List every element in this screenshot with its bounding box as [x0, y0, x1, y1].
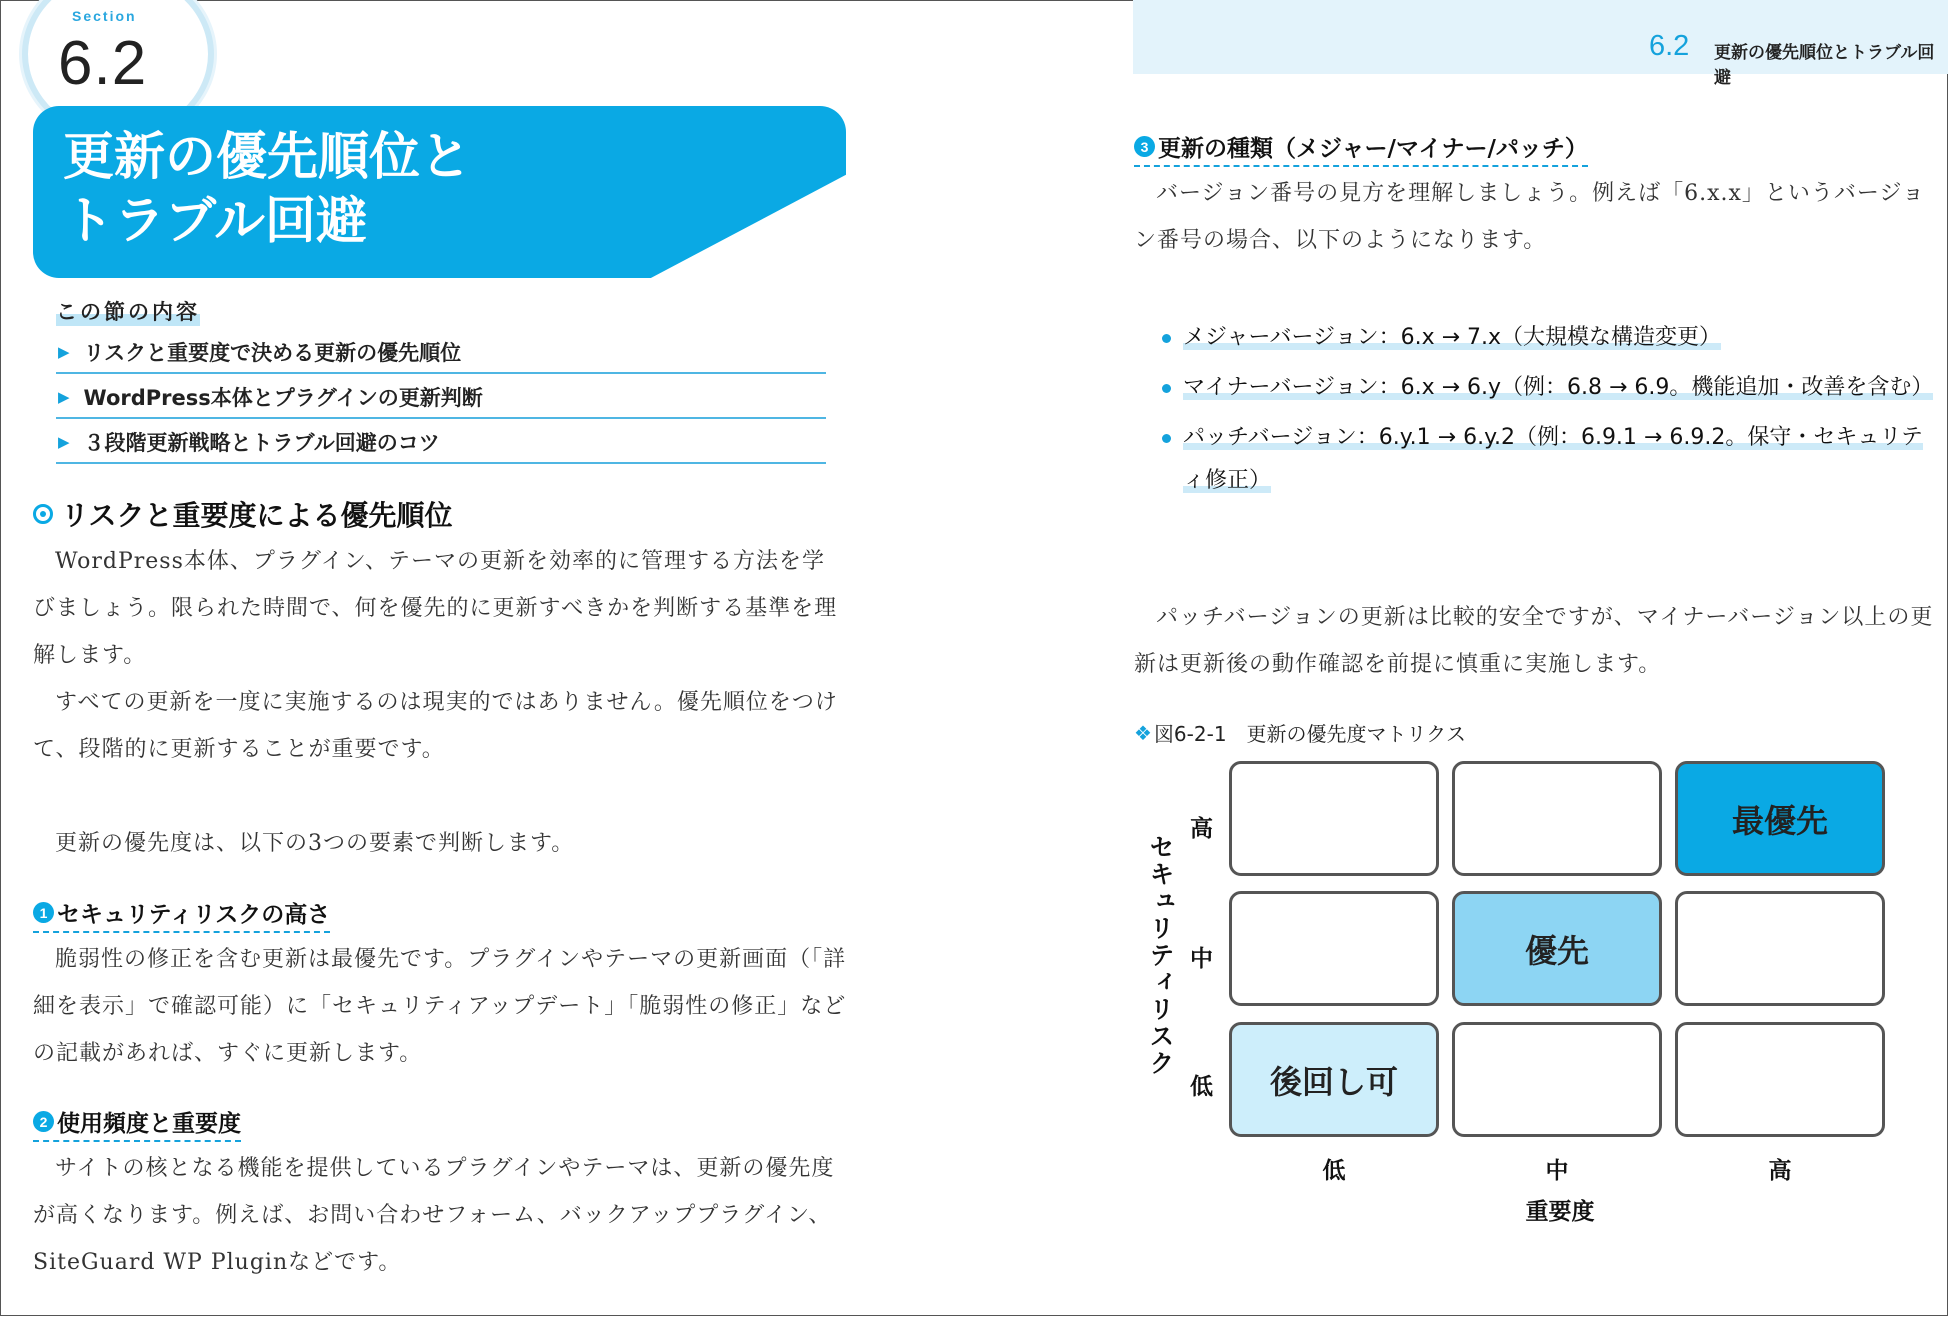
- toc-item-label: WordPress本体とプラグインの更新判断: [83, 386, 483, 410]
- paragraph-usage: サイトの核となる機能を提供しているプラグインやテーマは、更新の優先度が高くなります。例えば、お問い合わせフォーム、バックアッププラグイン、SiteGuard WP Pluginなどです。: [33, 1156, 835, 1275]
- paragraph-patch-note: パッチバージョンの更新は比較的安全ですが、マイナーバージョン以上の更新は更新後の動作確認を前提に慎重に実施します。: [1134, 605, 1934, 677]
- paragraph-version-intro: バージョン番号の見方を理解しましょう。例えば「6.x.x」というバージョン番号の場合、以下のようになります。: [1134, 181, 1926, 253]
- diamond-icon: ❖: [1134, 720, 1152, 745]
- toc-item-label: ３段階更新戦略とトラブル回避のコツ: [83, 431, 440, 455]
- number-badge: 3: [1134, 136, 1155, 157]
- subheading-text: 更新の種類（メジャー/マイナー/パッチ）: [1158, 136, 1588, 162]
- list-item: [1160, 316, 1930, 359]
- paragraph-intro: WordPress本体、プラグイン、テーマの更新を効率的に管理する方法を学びましょう。限られた時間で、何を優先的に更新すべきかを判断する基準を理解します。: [33, 549, 838, 668]
- x-axis-title: 重要度: [1525, 1199, 1595, 1225]
- col-label-mid: 中: [1545, 1158, 1569, 1184]
- col-label-low: 低: [1322, 1158, 1346, 1184]
- matrix-cell: [1675, 891, 1885, 1006]
- figure-caption: [1134, 718, 1466, 747]
- section-number: 6.2: [58, 29, 148, 98]
- row-label-mid: 中: [1190, 946, 1213, 972]
- section-heading: [33, 494, 452, 534]
- matrix-cell: [1229, 761, 1439, 876]
- toc-item: [56, 422, 826, 464]
- paragraph-security: 脆弱性の修正を含む更新は最優先です。プラグインやテーマの更新画面（「詳細を表示」で確認可能）に「セキュリティアップデート」「脆弱性の修正」などの記載があれば、すぐに更新します。: [33, 947, 847, 1066]
- matrix-cell-deferrable: 後回し可: [1229, 1022, 1439, 1137]
- matrix-cell-top-priority: 最優先: [1675, 761, 1885, 876]
- subheading-usage-importance: [33, 1105, 241, 1142]
- section-heading-text: リスクと重要度による優先順位: [61, 499, 453, 532]
- paragraph-factors: 更新の優先度は、以下の3つの要素で判断します。: [55, 831, 575, 856]
- subheading-text: セキュリティリスクの高さ: [57, 902, 331, 928]
- list-item: [1160, 416, 1930, 502]
- toc-item: [56, 377, 826, 419]
- list-item-text: メジャーバージョン：6.x → 7.x（大規模な構造変更）: [1183, 325, 1722, 350]
- number-badge: 2: [33, 1111, 54, 1132]
- triangle-right-icon: ▶: [58, 433, 70, 451]
- matrix-cell: [1452, 761, 1662, 876]
- target-icon: [33, 504, 53, 524]
- matrix-cell: [1452, 1022, 1662, 1137]
- section-word: Section: [72, 8, 137, 24]
- version-list: [1160, 316, 1934, 509]
- y-axis-title: セキュリティリスク: [1146, 834, 1175, 1077]
- list-item: [1160, 366, 1934, 409]
- list-item-text: マイナーバージョン：6.x → 6.y（例：6.8 → 6.9。機能追加・改善を含む）: [1183, 375, 1934, 400]
- col-label-high: 高: [1768, 1158, 1792, 1184]
- subheading-security-risk: [33, 896, 330, 933]
- running-header-title: 更新の優先順位とトラブル回避: [1714, 43, 1935, 88]
- running-header-number: 6.2: [1649, 30, 1690, 62]
- triangle-right-icon: ▶: [58, 343, 70, 361]
- matrix-cell: [1229, 891, 1439, 1006]
- toc-item: [56, 332, 826, 374]
- matrix-cell: [1675, 1022, 1885, 1137]
- matrix-cell-priority: 優先: [1452, 891, 1662, 1006]
- figure-caption-text: 図6-2-1 更新の優先度マトリクス: [1153, 722, 1466, 746]
- paragraph-priority: すべての更新を一度に実施するのは現実的ではありません。優先順位をつけて、段階的に更新することが重要です。: [33, 690, 838, 762]
- toc-item-label: リスクと重要度で決める更新の優先順位: [83, 341, 462, 365]
- toc-heading: この節の内容: [56, 296, 200, 326]
- subheading-text: 使用頻度と重要度: [57, 1111, 241, 1137]
- subheading-update-types: [1134, 130, 1588, 167]
- toc-list: [56, 332, 826, 467]
- list-item-text: パッチバージョン：6.y.1 → 6.y.2（例：6.9.1 → 6.9.2。保守・セキュリティ修正）: [1183, 425, 1923, 493]
- row-label-low: 低: [1190, 1074, 1213, 1100]
- page-title: 更新の優先順位と トラブル回避: [63, 128, 472, 251]
- triangle-right-icon: ▶: [58, 388, 70, 406]
- number-badge: 1: [33, 902, 54, 923]
- row-label-high: 高: [1190, 816, 1213, 842]
